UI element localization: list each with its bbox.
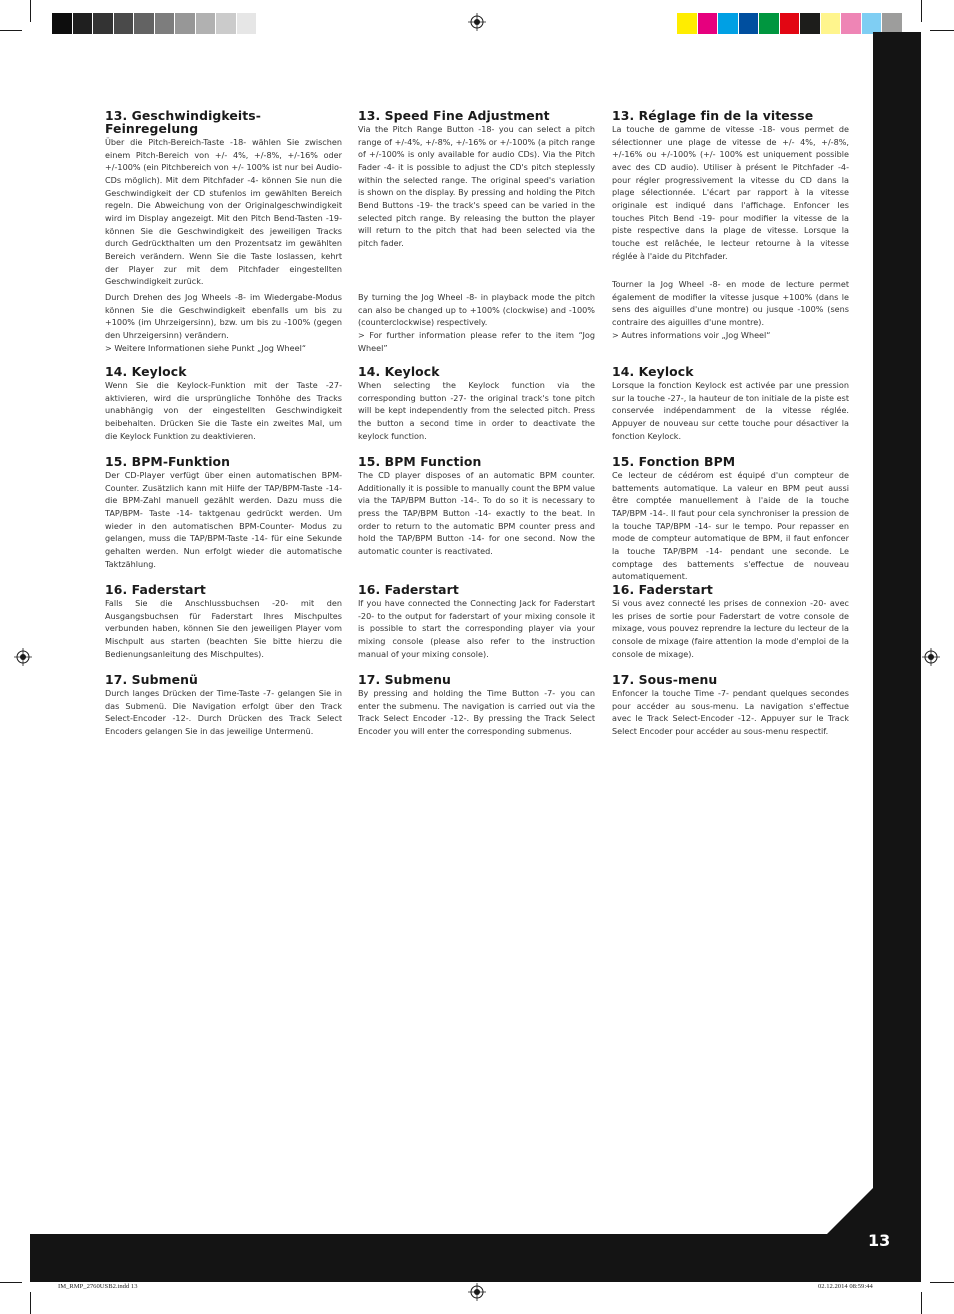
color-swatch <box>841 13 862 34</box>
page-side-bar <box>873 32 921 1282</box>
section-body: By pressing and holding the Time Button -7- you can enter the submenu. The navigation is carried out via the Track Select Encoder -12-. By pressing the Track Select Encoder you will enter the corresponding submenus. <box>358 688 595 736</box>
gray-swatch <box>257 13 278 34</box>
footer-timestamp: 02.12.2014 08:59:44 <box>818 1283 873 1290</box>
registration-target-icon <box>468 13 486 31</box>
section-body: Tourner la Jog Wheel -8- en mode de lecture permet également de modifier la vitesse jusque +100% (dans le sens des aiguilles d'une montre) ou jusque -100% (sens contraire des aiguilles d'une montre). > Autres informations voir „Jog Wheel“ <box>612 279 849 340</box>
section-bpm-fr <box>612 455 849 583</box>
color-swatch <box>698 13 719 34</box>
section-submenu-de <box>105 673 342 738</box>
registration-target-icon <box>468 1283 486 1301</box>
section-body: If you have connected the Connecting Jack for Faderstart -20- to the output for faderstart of your mixing console it is possible to start the corresponding player via your mixing console (please also refer to the instruction manual of your mixing console). <box>358 598 595 659</box>
section-heading: 17. Sous-menu <box>612 672 718 687</box>
gray-swatch <box>73 13 94 34</box>
gray-swatch <box>216 13 237 34</box>
section-body: Enfoncer la touche Time -7- pendant quelques secondes pour accéder au sous-menu. La navigation s'effectue avec le Track Select-Encoder -12-. Appuyer sur le Track Select Encoder pour accéder au sous-menu respectif. <box>612 688 849 736</box>
section-body: Über die Pitch-Bereich-Taste -18- wählen Sie zwischen einem Pitch-Bereich von +/- 4%, +/-8%, +/-16% oder +/-100% (ein Pitchbereich von +/- 100% ist nur bei Audio-CDs möglich). Mit dem Pitchfader -4- können Sie nun die Geschwindigkeit der CD stufenlos im gewählten Bereich regeln. Die Abweichung von der Originalgeschwindigkeit wird im Display angezeigt. Mit den Pitch Bend-Tasten -19- können Sie die Geschwindigkeit des jeweiligen Tracks durch Gedrückthalten um den Prozentsatz im gewählten Bereich verändern. Wenn Sie die Taste loslassen, kehrt der Player zur mit dem Pitchfader eingestellten Geschwindigkeit zurück. <box>105 137 342 287</box>
crop-mark <box>30 1292 31 1314</box>
section-body: Der CD-Player verfügt über einen automatischen BPM-Counter. Zusätzlich kann mit Hilfe der TAP/BPM-Taste -14- die BPM-Zahl manuell gezählt werden. Dazu muss die TAP/BPM- Taste -14- taktgenau gedrückt werden. Um wieder in den automatischen BPM-Counter- Modus zu gelangen, muss die TAP/BPM-Taste -14- für eine Sekunde gehalten werden. Nun erfolgt wieder die automatische Taktzählung. <box>105 470 342 569</box>
color-calibration-bar <box>677 13 903 34</box>
section-speed-fine-adjustment-de <box>105 109 342 288</box>
section-body: Falls Sie die Anschlussbuchsen -20- mit den Ausgangsbuchsen für Faderstart Ihres Mischpultes verbunden haben, können Sie den jeweiligen Player vom Mischpult aus starten (beachten Sie bitte hierzu die Bedienungsanleitung des Mischpultes). <box>105 598 342 659</box>
gray-swatch <box>114 13 135 34</box>
section-body: Lorsque la fonction Keylock est activée par une pression sur la touche -27-, la hauteur de ton initiale de la piste est conservée indépendamment de la vitesse réglée. Appuyer de nouveau sur cette touche pour désactiver la fonction Keylock. <box>612 380 849 441</box>
section-heading: 17. Submenü <box>105 672 198 687</box>
section-body: Durch langes Drücken der Time-Taste -7- gelangen Sie in das Submenü. Die Navigation erfolgt über den Track Select-Encoder -12-. Durch Drücken des Track Select Encoders gelangen Sie in das jeweilige Untermenü. <box>105 688 342 736</box>
section-heading: 16. Faderstart <box>358 582 459 597</box>
section-jog-wheel-note-en <box>358 290 595 354</box>
section-heading: 14. Keylock <box>105 364 187 379</box>
section-keylock-de <box>105 365 342 442</box>
section-heading: 17. Submenu <box>358 672 451 687</box>
gray-swatch <box>93 13 114 34</box>
registration-target-icon <box>922 648 940 666</box>
color-swatch <box>821 13 842 34</box>
section-body: The CD player disposes of an automatic BPM counter. Additionally it is possible to manually count the BPM value via the TAP/BPM Button -14-. To do so it is necessary to press the TAP/BPM Button -14- exactly to the beat. In order to return to the automatic BPM counter press and hold the TAP/BPM Button -14- for one second. Now the automatic counter is reactivated. <box>358 470 595 556</box>
section-body: Wenn Sie die Keylock-Funktion mit der Taste -27- aktivieren, wird die ursprüngliche Tonhöhe des Tracks unabhängig von der eingestellten Geschwindigkeit beibehalten. Drücken Sie die Taste ein zweites Mal, um die Keylock Funktion zu deaktivieren. <box>105 380 342 441</box>
section-heading: 16. Faderstart <box>612 582 713 597</box>
section-jog-wheel-note-de <box>105 290 342 354</box>
gray-swatch <box>52 13 73 34</box>
page-footer-band <box>30 1234 921 1282</box>
registration-target-icon <box>14 648 32 666</box>
section-faderstart-de <box>105 583 342 660</box>
section-bpm-en <box>358 455 595 558</box>
gray-calibration-bar <box>52 13 278 34</box>
gray-swatch <box>134 13 155 34</box>
section-submenu-fr <box>612 673 849 738</box>
section-body: Ce lecteur de cédérom est équipé d'un compteur de battements automatique. La valeur en BPM peut aussi être comptée manuellement à l'aide de la touche TAP/BPM -14-. Il faut pour cela synchroniser la pression de la touche TAP/BPM -14- sur le tempo. Pour repasser en mode de compteur automatique de BPM, il faut enfoncer la touche TAP/BPM -14- pendant une seconde. Le comptage des battements s'effectue de nouveau automatiquement. <box>612 470 849 582</box>
section-heading: 15. BPM-Funktion <box>105 454 231 469</box>
gray-swatch <box>175 13 196 34</box>
section-keylock-fr <box>612 365 849 442</box>
crop-mark <box>921 0 922 22</box>
gray-swatch <box>196 13 217 34</box>
crop-mark <box>921 1292 922 1314</box>
section-bpm-de <box>105 455 342 570</box>
color-swatch <box>718 13 739 34</box>
color-swatch <box>882 13 903 34</box>
section-heading: 15. Fonction BPM <box>612 454 736 469</box>
section-heading: 14. Keylock <box>358 364 440 379</box>
section-faderstart-en <box>358 583 595 660</box>
section-submenu-en <box>358 673 595 738</box>
section-speed-fine-adjustment-fr <box>612 109 849 262</box>
section-faderstart-fr <box>612 583 849 660</box>
page-corner-triangle <box>826 1187 874 1235</box>
gray-swatch <box>237 13 258 34</box>
section-body: La touche de gamme de vitesse -18- vous permet de sélectionner une plage de vitesse de +/- 4%, +/-8%, +/-16% ou +/-100% (+/- 100% est uniquement possible avec des CD audio). Utiliser à présent le Pitchfader -4- pour régler progressivement la vitesse du CD dans la plage sélectionnée. L'écart par rapport à la vitesse originale est indiqué dans l'affichage. Enfoncer les touches Pitch Bend -19- pour modifier la vitesse de la piste respective dans la plage de vitesse. Lorsque la touche est relâchée, le lecteur retourne à la vitesse réglée à l'aide du Pitchfader. <box>612 124 849 261</box>
crop-mark <box>0 30 22 31</box>
color-swatch <box>759 13 780 34</box>
footer-file-label: IM_RMP_2760USB2.indd 13 <box>58 1283 138 1290</box>
section-heading: 15. BPM Function <box>358 454 482 469</box>
color-swatch <box>677 13 698 34</box>
crop-mark <box>930 1282 954 1283</box>
section-body: When selecting the Keylock function via the corresponding button -27- the original track's tone pitch will be kept independently from the selected pitch. Press the button a second time in order to deactivate the keylock function. <box>358 380 595 441</box>
crop-mark <box>0 1282 22 1283</box>
section-body: Si vous avez connecté les prises de connexion -20- avec les prises de sortie pour Faderstart de votre console de mixage, vous pouvez reprendre la lecture du lecteur de la console de mixage (faire attention la mode d'emploi de la console de mixage). <box>612 598 849 659</box>
section-heading: 13. Speed Fine Adjustment <box>358 108 550 123</box>
section-keylock-en <box>358 365 595 442</box>
section-body: Via the Pitch Range Button -18- you can select a pitch range of +/-4%, +/-8%, +/-16% or +/-100% (a pitch range of +/-100% is only available for audio CDs). Via the Pitch Fader -4- it is possible to adjust the CD's pitch steplessly within the selected range. The original speed's variation is shown on the display. By pressing and holding the Pitch Bend Buttons -19- the track's speed can be varied in the selected pitch range. By releasing the button the player will return to the pitch that had been selected via the pitch fader. <box>358 124 595 248</box>
section-heading: 13. Réglage fin de la vitesse <box>612 108 814 123</box>
color-swatch <box>780 13 801 34</box>
section-body: Durch Drehen des Jog Wheels -8- im Wiedergabe-Modus können Sie die Geschwindigkeit ebenfalls um bis zu +100% (im Uhrzeigersinn), bzw. um bis zu -100% (gegen den Uhrzeigersinn) verändern. > Weitere Informationen siehe Punkt „Jog Wheel“ <box>105 292 342 353</box>
color-swatch <box>862 13 883 34</box>
section-speed-fine-adjustment-en <box>358 109 595 250</box>
section-body: By turning the Jog Wheel -8- in playback mode the pitch can also be changed up to +100% (clockwise) and -100% (counterclockwise) respectively. > For further information please refer to the item “Jog Wheel” <box>358 292 595 353</box>
crop-mark <box>30 0 31 22</box>
section-heading: 13. Geschwindigkeits-Feinregelung <box>105 108 261 136</box>
gray-swatch <box>155 13 176 34</box>
crop-mark <box>930 30 954 31</box>
section-heading: 16. Faderstart <box>105 582 206 597</box>
page-number: 13 <box>868 1231 891 1250</box>
section-jog-wheel-note-fr <box>612 277 849 341</box>
section-heading: 14. Keylock <box>612 364 694 379</box>
color-swatch <box>739 13 760 34</box>
color-swatch <box>800 13 821 34</box>
